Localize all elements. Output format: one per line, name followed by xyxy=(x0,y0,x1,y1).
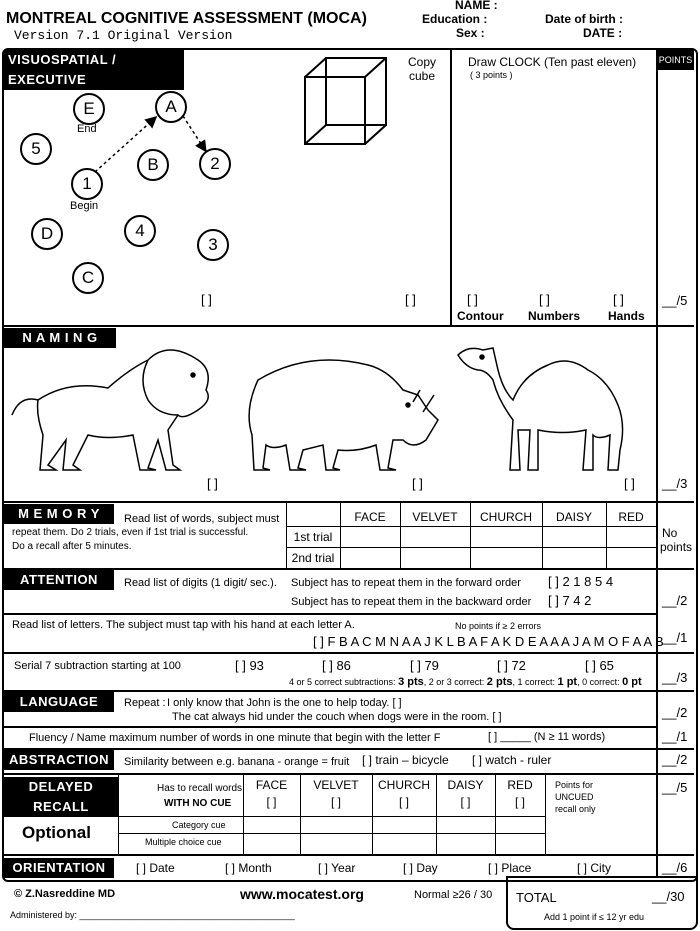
recall-grid-line xyxy=(118,833,545,834)
camel-icon xyxy=(458,348,623,470)
fluency-instructions: Fluency / Name maximum number of words in one minute that begin with the letter F xyxy=(29,732,441,744)
orientation-title: ORIENTATION xyxy=(4,858,114,878)
total-label: TOTAL xyxy=(516,890,557,905)
forward-instructions: Subject has to repeat them in the forward order xyxy=(291,577,521,589)
add-point-note: Add 1 point if ≤ 12 yr edu xyxy=(544,912,645,922)
uncued-note-2: UNCUED xyxy=(555,792,594,802)
sex-label[interactable]: Sex : xyxy=(456,26,485,40)
memory-instructions-3: Do a recall after 5 minutes. xyxy=(12,541,132,552)
serial-79[interactable]: [ ] 79 xyxy=(410,658,439,673)
recall-checkbox-red[interactable]: [ ] xyxy=(514,795,525,809)
copy-cube-label: Copy cube xyxy=(407,55,436,83)
optional-label: Optional xyxy=(22,823,91,842)
name-label[interactable]: NAME : xyxy=(455,0,498,12)
orientation-city[interactable]: [ ] City xyxy=(577,861,612,875)
normal-score: Normal ≥26 / 30 xyxy=(414,889,493,901)
hands-label: Hands xyxy=(608,309,645,323)
forward-digits[interactable]: [ ] 2 1 8 5 4 xyxy=(548,574,614,589)
divider xyxy=(2,325,694,327)
letters-no-points: No points if ≥ 2 errors xyxy=(455,621,541,631)
dob-label[interactable]: Date of birth : xyxy=(545,12,623,26)
memory-instructions-1: Read list of words, subject must xyxy=(124,513,280,525)
abstraction-instructions: Similarity between e.g. banana - orange = fruit xyxy=(124,756,350,768)
recall-checkbox-velvet[interactable]: [ ] xyxy=(330,795,341,809)
delayed-recall-score[interactable]: __/5 xyxy=(662,780,688,795)
recall-checkbox-church[interactable]: [ ] xyxy=(398,795,409,809)
naming-score[interactable]: __/3 xyxy=(662,476,688,491)
memory-word-face: FACE xyxy=(354,510,386,524)
trail-node-3: 3 xyxy=(197,229,229,261)
trail-node-1: 1 xyxy=(71,168,103,200)
trail-node-a: A xyxy=(155,91,187,123)
letters-instructions: Read list of letters. The subject must tap with his hand at each letter A. xyxy=(12,619,355,631)
repeat-score[interactable]: __/2 xyxy=(662,705,688,720)
trail-node-d: D xyxy=(31,218,63,250)
sentence-2[interactable]: The cat always hid under the couch when dogs were in the room. [ ] xyxy=(172,711,502,723)
delayed-recall-title: DELAYED RECALL xyxy=(4,777,118,817)
orientation-place[interactable]: [ ] Place xyxy=(488,861,532,875)
clock-points: ( 3 points ) xyxy=(470,70,513,80)
multiple-choice-label: Multiple choice cue xyxy=(145,837,222,847)
divider xyxy=(2,652,694,654)
orientation-month[interactable]: [ ] Month xyxy=(225,861,272,875)
trail-node-4: 4 xyxy=(124,215,156,247)
serial-72[interactable]: [ ] 72 xyxy=(497,658,526,673)
memory-trial-1: 1st trial xyxy=(293,530,333,544)
end-label: End xyxy=(77,123,97,135)
cube-icon xyxy=(305,58,386,144)
uncued-note-3: recall only xyxy=(555,804,596,814)
delayed-recall-instr-1: Has to recall words xyxy=(157,783,243,794)
memory-grid-line xyxy=(286,547,656,548)
orientation-year[interactable]: [ ] Year xyxy=(318,861,356,875)
trail-node-5: 5 xyxy=(20,133,52,165)
trail-node-2: 2 xyxy=(199,148,231,180)
total-score[interactable]: __/30 xyxy=(652,889,685,904)
repeat-label: Repeat : xyxy=(124,697,166,709)
form-title: MONTREAL COGNITIVE ASSESSMENT (MOCA) xyxy=(6,10,367,27)
recall-checkbox-face[interactable]: [ ] xyxy=(266,795,277,809)
divider xyxy=(2,501,694,503)
recall-grid-line xyxy=(118,774,119,854)
serial-86[interactable]: [ ] 86 xyxy=(322,658,351,673)
hands-checkbox[interactable]: [ ] xyxy=(613,292,624,307)
trail-arrow-a-2 xyxy=(183,116,205,150)
recall-grid-line xyxy=(545,774,546,854)
letters-score[interactable]: __/1 xyxy=(662,630,688,645)
abstraction-item-1[interactable]: [ ] train – bicycle xyxy=(362,753,449,767)
naming-title: N A M I N G xyxy=(4,328,116,348)
divider xyxy=(2,854,694,856)
fluency-box[interactable]: [ ] _____ (N ≥ 11 words) xyxy=(488,731,606,743)
cube-checkbox[interactable]: [ ] xyxy=(405,292,416,307)
uncued-note-1: Points for xyxy=(555,780,594,790)
memory-trial-2: 2nd trial xyxy=(291,551,335,565)
visuospatial-title: VISUOSPATIAL / EXECUTIVE xyxy=(4,50,184,90)
backward-digits[interactable]: [ ] 7 4 2 xyxy=(548,593,592,608)
lion-icon xyxy=(12,350,208,470)
memory-title: M E M O R Y xyxy=(4,504,114,524)
letters-sequence[interactable]: [ ] F B A C M N A A J K L B A F A K D E A A A J A M O F A A B xyxy=(313,634,664,649)
recall-word-daisy: DAISY xyxy=(447,778,484,792)
recall-word-red: RED xyxy=(507,778,533,792)
rhino-checkbox[interactable]: [ ] xyxy=(412,476,423,491)
attention-title: ATTENTION xyxy=(4,570,114,590)
website[interactable]: www.mocatest.org xyxy=(240,886,364,902)
trail-node-e: E xyxy=(73,93,105,125)
naming-animals-svg xyxy=(8,340,648,480)
memory-instructions-2: repeat them. Do 2 trials, even if 1st trial is successful. xyxy=(12,527,249,538)
recall-word-velvet: VELVET xyxy=(313,778,359,792)
memory-word-velvet: VELVET xyxy=(412,510,458,524)
form-version: Version 7.1 Original Version xyxy=(14,28,233,43)
points-header: POINTS xyxy=(657,50,694,70)
serial-instructions: Serial 7 subtraction starting at 100 xyxy=(14,660,181,672)
recall-word-face: FACE xyxy=(255,778,288,792)
recall-grid-line xyxy=(2,816,545,817)
recall-checkbox-daisy[interactable]: [ ] xyxy=(460,795,471,809)
serial-scoring: 4 or 5 correct subtractions: 3 pts, 2 or 3 correct: 2 pts, 1 correct: 1 pt, 0 correct: 0 pt xyxy=(289,676,642,688)
trail-node-c: C xyxy=(72,262,104,294)
backward-instructions: Subject has to repeat them in the backward order xyxy=(291,596,532,608)
divider xyxy=(2,613,656,615)
orientation-date[interactable]: [ ] Date xyxy=(136,861,175,875)
education-label[interactable]: Education : xyxy=(422,12,488,26)
memory-word-church: CHURCH xyxy=(480,510,532,524)
divider xyxy=(2,773,694,775)
sentence-1[interactable]: I only know that John is the one to help today. [ ] xyxy=(167,697,402,709)
copyright: © Z.Nasreddine MD xyxy=(14,888,116,900)
administered-by[interactable]: Administered by: ___________________________________________ xyxy=(10,910,295,920)
visuospatial-score[interactable]: __/5 xyxy=(662,293,688,308)
memory-score-no: No xyxy=(662,526,678,540)
memory-grid-line xyxy=(286,526,656,527)
digits-instructions: Read list of digits (1 digit/ sec.). xyxy=(124,577,277,589)
trail-node-b: B xyxy=(137,149,169,181)
camel-checkbox[interactable]: [ ] xyxy=(624,476,635,491)
lion-checkbox[interactable]: [ ] xyxy=(207,476,218,491)
delayed-recall-instr-2: WITH NO CUE xyxy=(164,798,232,809)
memory-word-red: RED xyxy=(618,510,644,524)
contour-checkbox[interactable]: [ ] xyxy=(467,292,478,307)
fluency-score[interactable]: __/1 xyxy=(662,729,688,744)
numbers-checkbox[interactable]: [ ] xyxy=(539,292,550,307)
recall-word-church: CHURCH xyxy=(378,778,430,792)
memory-score-points: points xyxy=(660,540,693,554)
abstraction-item-2[interactable]: [ ] watch - ruler xyxy=(472,753,552,767)
serial-93[interactable]: [ ] 93 xyxy=(235,658,264,673)
trail-checkbox[interactable]: [ ] xyxy=(201,292,212,307)
language-title: LANGUAGE xyxy=(4,692,114,712)
numbers-label: Numbers xyxy=(528,309,581,323)
contour-label: Contour xyxy=(457,309,504,323)
orientation-score[interactable]: __/6 xyxy=(662,860,688,875)
date-label[interactable]: DATE : xyxy=(583,26,623,40)
orientation-day[interactable]: [ ] Day xyxy=(403,861,438,875)
memory-word-daisy: DAISY xyxy=(555,510,592,524)
digits-score[interactable]: __/2 xyxy=(662,593,688,608)
clock-title: Draw CLOCK (Ten past eleven) xyxy=(468,55,637,69)
serial-65[interactable]: [ ] 65 xyxy=(585,658,614,673)
divider xyxy=(2,726,656,728)
abstraction-score[interactable]: __/2 xyxy=(662,752,688,767)
abstraction-title: ABSTRACTION xyxy=(4,750,114,770)
serial-score[interactable]: __/3 xyxy=(662,670,688,685)
category-cue-label: Category cue xyxy=(172,820,226,830)
begin-label: Begin xyxy=(70,200,99,212)
rhino-icon xyxy=(249,360,438,470)
